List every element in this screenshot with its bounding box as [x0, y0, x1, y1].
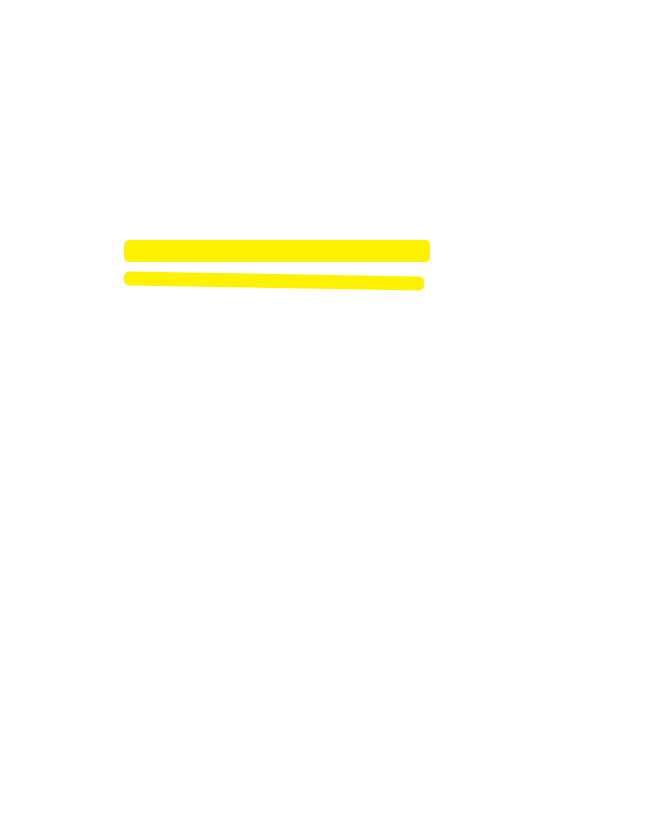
- highlight-mark-profit: [124, 271, 424, 290]
- highlight-mark-total: [124, 240, 430, 262]
